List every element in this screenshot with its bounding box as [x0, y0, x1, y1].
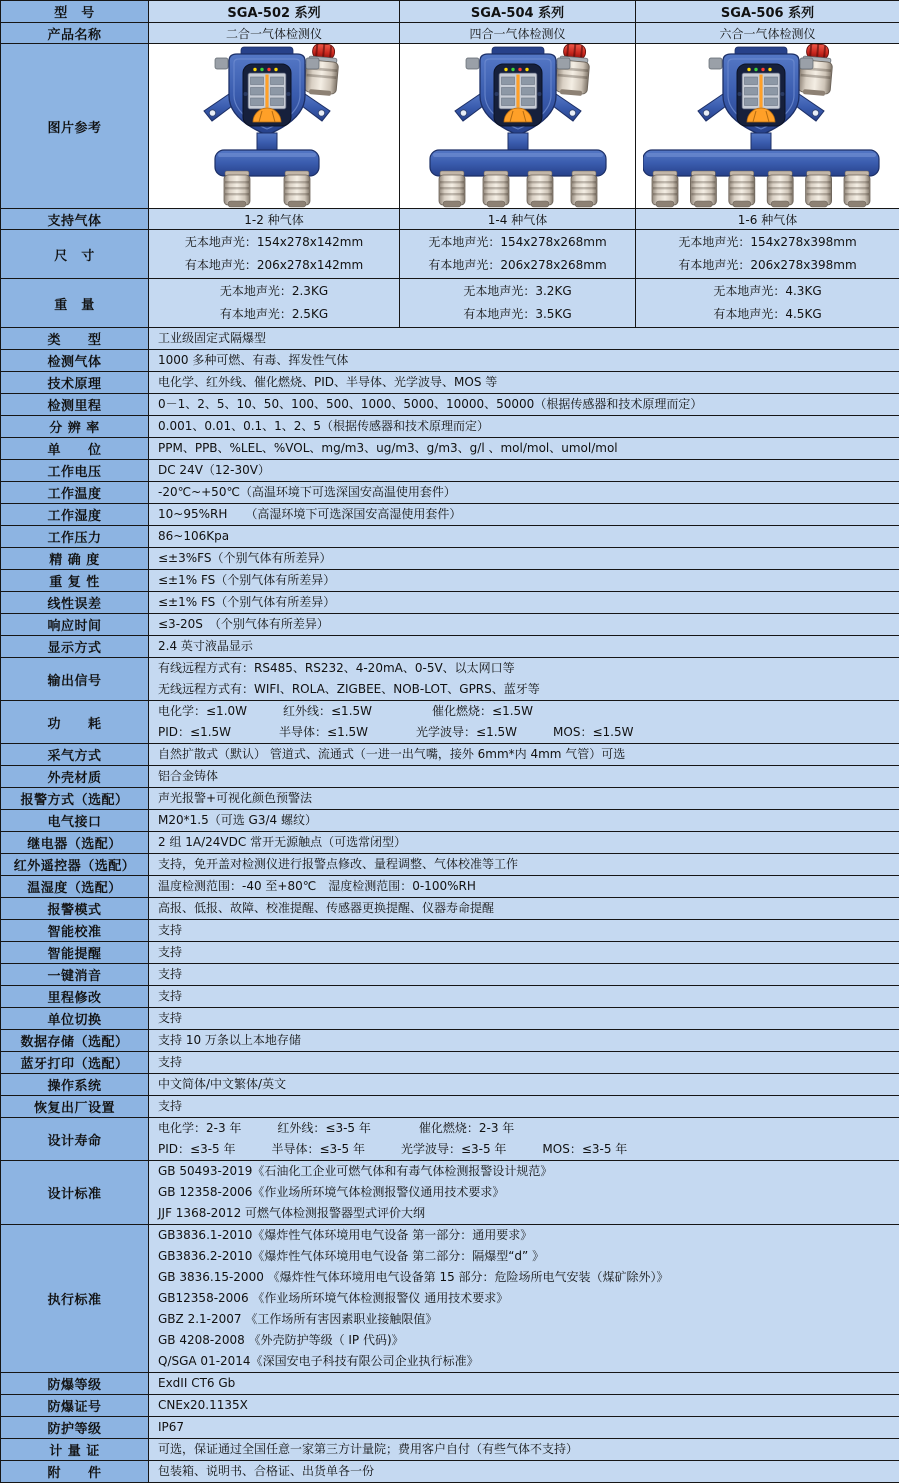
spec-line: GB12358-2006 《作业场所环境气体检测报警仪 通用技术要求》 — [158, 1288, 899, 1309]
row-label: 防爆等级 — [1, 1373, 149, 1395]
spec-line: ≤3-20S （个别气体有所差异） — [158, 614, 899, 635]
spec-row-12 — [1, 460, 899, 482]
spec-row-23 — [1, 744, 899, 766]
spec-row-2 — [1, 44, 899, 209]
spec-line: JJF 1368-2012 可燃气体检测报警器型式评价大纲 — [158, 1203, 899, 1224]
spec-value — [149, 1074, 899, 1096]
row-label: 分 辨 率 — [1, 416, 149, 438]
spec-value — [149, 986, 899, 1008]
sensor-cylinder — [483, 171, 509, 207]
spec-value — [149, 636, 899, 658]
sga-504-detector-image — [400, 44, 636, 209]
spec-line: PID：≤3-5 年 半导体：≤3-5 年 光学波导：≤3-5 年 MOS：≤3-5 年 — [158, 1139, 899, 1160]
spec-row-39 — [1, 1096, 899, 1118]
row-label: 附 件 — [1, 1461, 149, 1483]
spec-value — [149, 394, 899, 416]
sensor-cylinder — [571, 171, 597, 207]
cell-line: 无本地声光：2.3KG — [150, 280, 398, 303]
spec-row-29 — [1, 876, 899, 898]
model-name: SGA-502 系列 — [149, 1, 400, 23]
cell-line: 有本地声光：4.5KG — [637, 303, 898, 326]
spec-value — [149, 1417, 899, 1439]
gas-detector-illustration — [643, 44, 893, 208]
spec-value — [149, 1052, 899, 1074]
spec-line: 支持 — [158, 986, 899, 1007]
spec-row-30 — [1, 898, 899, 920]
spec-row-0 — [1, 1, 899, 23]
spec-row-31 — [1, 920, 899, 942]
row-label: 报警模式 — [1, 898, 149, 920]
spec-line: 0－1、2、5、10、50、100、500、1000、5000、10000、50000（根据传感器和技术原理而定） — [158, 394, 899, 415]
spec-value — [149, 701, 899, 744]
row-label: 单位切换 — [1, 1008, 149, 1030]
spec-line: 高报、低报、故障、校准提醒、传感器更换提醒、仪器寿命提醒 — [158, 898, 899, 919]
spec-line: 有线远程方式有：RS485、RS232、4-20mA、0-5V、以太网口等 — [158, 658, 899, 679]
spec-value — [149, 942, 899, 964]
spec-line: PPM、PPB、%LEL、%VOL、mg/m3、ug/m3、g/m3、g/l 、mol/mol、umol/mol — [158, 438, 899, 459]
spec-line: 2 组 1A/24VDC 常开无源触点（可选常闭型） — [158, 832, 899, 853]
row-label: 尺 寸 — [1, 230, 149, 279]
spec-value — [149, 438, 899, 460]
row-label: 执行标准 — [1, 1225, 149, 1373]
spec-value — [149, 810, 899, 832]
row-label: 计 量 证 — [1, 1439, 149, 1461]
spec-value — [149, 350, 899, 372]
spec-value — [149, 788, 899, 810]
spec-value — [149, 898, 899, 920]
spec-value — [149, 1161, 899, 1225]
row-label: 检测气体 — [1, 350, 149, 372]
spec-line: 可选，保证通过全国任意一家第三方计量院；费用客户自付（有些气体不支持） — [158, 1439, 899, 1460]
cell-line: 无本地声光：154x278x142mm — [150, 231, 398, 254]
spec-line: 中文简体/中文繁体/英文 — [158, 1074, 899, 1095]
sga-506-detector-image — [636, 44, 899, 209]
cell-value — [636, 230, 899, 279]
spec-value — [149, 570, 899, 592]
row-label: 智能提醒 — [1, 942, 149, 964]
cell-line: 有本地声光：206x278x398mm — [637, 254, 898, 277]
row-label: 功 耗 — [1, 701, 149, 744]
spec-row-46 — [1, 1439, 899, 1461]
spec-value — [149, 744, 899, 766]
row-label: 一键消音 — [1, 964, 149, 986]
row-label: 重 复 性 — [1, 570, 149, 592]
spec-row-3 — [1, 209, 899, 230]
spec-row-35 — [1, 1008, 899, 1030]
spec-row-8 — [1, 372, 899, 394]
row-label: 设计寿命 — [1, 1118, 149, 1161]
spec-line: 支持 — [158, 1008, 899, 1029]
row-label: 产品名称 — [1, 23, 149, 44]
spec-line: ≤±1% FS（个别气体有所差异） — [158, 592, 899, 613]
cell-value — [149, 230, 400, 279]
gas-detector-illustration — [400, 44, 636, 208]
spec-row-10 — [1, 416, 899, 438]
spec-line: 1000 多种可燃、有毒、挥发性气体 — [158, 350, 899, 371]
spec-row-36 — [1, 1030, 899, 1052]
spec-row-16 — [1, 548, 899, 570]
detector-screen — [737, 64, 785, 126]
spec-line: GB 3836.15-2000 《爆炸性气体环境用电气设备第 15 部分：危险场所电气安装（煤矿除外）》 — [158, 1267, 899, 1288]
spec-value — [149, 1008, 899, 1030]
spec-row-28 — [1, 854, 899, 876]
cell-value — [400, 230, 636, 279]
cell-value: 六合一气体检测仪 — [636, 23, 899, 44]
cell-value: 1-4 种气体 — [400, 209, 636, 230]
row-label: 线性误差 — [1, 592, 149, 614]
spec-line: 电化学：≤1.0W 红外线：≤1.5W 催化燃烧：≤1.5W — [158, 701, 899, 722]
row-label: 设计标准 — [1, 1161, 149, 1225]
row-label: 蓝牙打印（选配） — [1, 1052, 149, 1074]
spec-value — [149, 504, 899, 526]
cell-value: 1-6 种气体 — [636, 209, 899, 230]
model-name: SGA-504 系列 — [400, 1, 636, 23]
cell-line: 无本地声光：4.3KG — [637, 280, 898, 303]
spec-line: 支持 — [158, 1096, 899, 1117]
cell-line: 有本地声光：206x278x268mm — [401, 254, 634, 277]
spec-row-7 — [1, 350, 899, 372]
row-label: 检测里程 — [1, 394, 149, 416]
spec-row-25 — [1, 788, 899, 810]
gas-detector-illustration — [149, 44, 399, 208]
spec-row-11 — [1, 438, 899, 460]
spec-row-38 — [1, 1074, 899, 1096]
row-label: 重 量 — [1, 279, 149, 328]
spec-line: GB3836.1-2010《爆炸性气体环境用电气设备 第一部分：通用要求》 — [158, 1225, 899, 1246]
spec-line: 声光报警+可视化颜色预警法 — [158, 788, 899, 809]
spec-row-40 — [1, 1118, 899, 1161]
spec-row-20 — [1, 636, 899, 658]
spec-value — [149, 1373, 899, 1395]
spec-line: ≤±3%FS（个别气体有所差异） — [158, 548, 899, 569]
spec-line: GBZ 2.1-2007 《工作场所有害因素职业接触限值》 — [158, 1309, 899, 1330]
row-label: 技术原理 — [1, 372, 149, 394]
spec-value — [149, 460, 899, 482]
sensor-cylinder — [767, 171, 793, 207]
spec-line: 支持 10 万条以上本地存储 — [158, 1030, 899, 1051]
row-label: 响应时间 — [1, 614, 149, 636]
spec-line: 支持 — [158, 920, 899, 941]
spec-row-43 — [1, 1373, 899, 1395]
spec-line: M20*1.5（可选 G3/4 螺纹） — [158, 810, 899, 831]
spec-row-27 — [1, 832, 899, 854]
sga-502-detector-image — [149, 44, 400, 209]
spec-line: 支持 — [158, 942, 899, 963]
spec-value — [149, 526, 899, 548]
row-label: 红外遥控器（选配） — [1, 854, 149, 876]
spec-row-13 — [1, 482, 899, 504]
row-label: 恢复出厂设置 — [1, 1096, 149, 1118]
spec-line: CNEx20.1135X — [158, 1395, 899, 1416]
row-label: 支持气体 — [1, 209, 149, 230]
spec-line: 工业级固定式隔爆型 — [158, 328, 899, 349]
spec-row-24 — [1, 766, 899, 788]
spec-row-21 — [1, 658, 899, 701]
row-label: 工作压力 — [1, 526, 149, 548]
spec-row-41 — [1, 1161, 899, 1225]
spec-line: PID：≤1.5W 半导体：≤1.5W 光学波导：≤1.5W MOS：≤1.5W — [158, 722, 899, 743]
spec-line: 支持，免开盖对检测仪进行报警点修改、量程调整、气体校准等工作 — [158, 854, 899, 875]
row-label: 电气接口 — [1, 810, 149, 832]
spec-line: 支持 — [158, 1052, 899, 1073]
spec-row-26 — [1, 810, 899, 832]
spec-line: 0.001、0.01、0.1、1、2、5（根据传感器和技术原理而定） — [158, 416, 899, 437]
spec-row-19 — [1, 614, 899, 636]
spec-line: 支持 — [158, 964, 899, 985]
row-label: 显示方式 — [1, 636, 149, 658]
spec-row-18 — [1, 592, 899, 614]
model-name: SGA-506 系列 — [636, 1, 899, 23]
spec-value — [149, 548, 899, 570]
spec-row-14 — [1, 504, 899, 526]
spec-row-32 — [1, 942, 899, 964]
spec-row-17 — [1, 570, 899, 592]
row-label: 继电器（选配） — [1, 832, 149, 854]
spec-line: IP67 — [158, 1417, 899, 1438]
cell-line: 无本地声光：3.2KG — [401, 280, 634, 303]
sensor-cylinder — [805, 171, 831, 207]
spec-value — [149, 1096, 899, 1118]
spec-line: ≤±1% FS（个别气体有所差异） — [158, 570, 899, 591]
spec-line: 铝合金铸体 — [158, 766, 899, 787]
spec-row-1 — [1, 23, 899, 44]
spec-row-45 — [1, 1417, 899, 1439]
spec-row-37 — [1, 1052, 899, 1074]
sensor-cylinder — [439, 171, 465, 207]
spec-line: Q/SGA 01-2014《深国安电子科技有限公司企业执行标准》 — [158, 1351, 899, 1372]
spec-line: GB 50493-2019《石油化工企业可燃气体和有毒气体检测报警设计规范》 — [158, 1161, 899, 1182]
cell-value: 二合一气体检测仪 — [149, 23, 400, 44]
spec-line: -20℃~+50℃（高温环境下可选深国安高温使用套件） — [158, 482, 899, 503]
spec-value — [149, 832, 899, 854]
spec-line: GB 12358-2006《作业场所环境气体检测报警仪通用技术要求》 — [158, 1182, 899, 1203]
sensor-cylinder — [527, 171, 553, 207]
spec-value — [149, 372, 899, 394]
cell-line: 有本地声光：2.5KG — [150, 303, 398, 326]
spec-value — [149, 592, 899, 614]
sensor-cylinder — [652, 171, 678, 207]
row-label: 数据存储（选配） — [1, 1030, 149, 1052]
row-label: 类 型 — [1, 328, 149, 350]
spec-row-15 — [1, 526, 899, 548]
cell-value: 四合一气体检测仪 — [400, 23, 636, 44]
spec-value — [149, 416, 899, 438]
spec-value — [149, 658, 899, 701]
spec-value — [149, 1225, 899, 1373]
spec-line: 包装箱、说明书、合格证、出货单各一份 — [158, 1461, 899, 1482]
spec-value — [149, 1118, 899, 1161]
sensor-cylinder — [690, 171, 716, 207]
spec-row-42 — [1, 1225, 899, 1373]
spec-line: 86~106Kpa — [158, 526, 899, 547]
spec-row-22 — [1, 701, 899, 744]
spec-line: 电化学、红外线、催化燃烧、PID、半导体、光学波导、MOS 等 — [158, 372, 899, 393]
cell-value — [400, 279, 636, 328]
row-label: 输出信号 — [1, 658, 149, 701]
spec-value — [149, 1461, 899, 1483]
row-label: 工作湿度 — [1, 504, 149, 526]
row-label: 采气方式 — [1, 744, 149, 766]
spec-line: ExdII CT6 Gb — [158, 1373, 899, 1394]
sensor-cylinder — [728, 171, 754, 207]
spec-row-44 — [1, 1395, 899, 1417]
row-label: 报警方式（选配） — [1, 788, 149, 810]
spec-row-4 — [1, 230, 899, 279]
spec-row-34 — [1, 986, 899, 1008]
row-label: 型 号 — [1, 1, 149, 23]
spec-row-47 — [1, 1461, 899, 1483]
row-label: 精 确 度 — [1, 548, 149, 570]
row-label: 工作电压 — [1, 460, 149, 482]
row-label: 智能校准 — [1, 920, 149, 942]
spec-line: DC 24V（12-30V） — [158, 460, 899, 481]
spec-line: GB 4208-2008 《外壳防护等级（ IP 代码)》 — [158, 1330, 899, 1351]
spec-line: 自然扩散式（默认） 管道式、流通式（一进一出气嘴，接外 6mm*内 4mm 气管）可选 — [158, 744, 899, 765]
cell-line: 有本地声光：3.5KG — [401, 303, 634, 326]
spec-value — [149, 1439, 899, 1461]
spec-value — [149, 920, 899, 942]
spec-value — [149, 854, 899, 876]
spec-value — [149, 766, 899, 788]
row-label: 防爆证号 — [1, 1395, 149, 1417]
spec-row-5 — [1, 279, 899, 328]
spec-line: 温度检测范围：-40 至+80℃ 湿度检测范围：0-100%RH — [158, 876, 899, 897]
spec-line: GB3836.2-2010《爆炸性气体环境用电气设备 第二部分：隔爆型“d” 》 — [158, 1246, 899, 1267]
sensor-cylinder — [224, 171, 250, 207]
detector-screen — [494, 64, 542, 126]
spec-line: 2.4 英寸液晶显示 — [158, 636, 899, 657]
spec-table-body — [1, 1, 899, 1483]
row-label: 温湿度（选配） — [1, 876, 149, 898]
cell-line: 无本地声光：154x278x398mm — [637, 231, 898, 254]
spec-value — [149, 614, 899, 636]
spec-row-33 — [1, 964, 899, 986]
detector-screen — [243, 64, 291, 126]
spec-value — [149, 1030, 899, 1052]
cell-line: 有本地声光：206x278x142mm — [150, 254, 398, 277]
spec-value — [149, 876, 899, 898]
spec-line: 无线远程方式有：WIFI、ROLA、ZIGBEE、NOB-LOT、GPRS、蓝牙等 — [158, 679, 899, 700]
sensor-cylinder — [844, 171, 870, 207]
row-label: 操作系统 — [1, 1074, 149, 1096]
row-label: 外壳材质 — [1, 766, 149, 788]
spec-row-6 — [1, 328, 899, 350]
row-label: 图片参考 — [1, 44, 149, 209]
spec-value — [149, 482, 899, 504]
cell-value — [636, 279, 899, 328]
sensor-cylinder — [284, 171, 310, 207]
row-label: 里程修改 — [1, 986, 149, 1008]
spec-value — [149, 1395, 899, 1417]
cell-value: 1-2 种气体 — [149, 209, 400, 230]
spec-value — [149, 964, 899, 986]
spec-line: 10~95%RH （高湿环境下可选深国安高湿使用套件） — [158, 504, 899, 525]
cell-line: 无本地声光：154x278x268mm — [401, 231, 634, 254]
spec-value — [149, 328, 899, 350]
spec-line: 电化学：2-3 年 红外线：≤3-5 年 催化燃烧：2-3 年 — [158, 1118, 899, 1139]
row-label: 工作温度 — [1, 482, 149, 504]
spec-row-9 — [1, 394, 899, 416]
sensor-manifold — [643, 150, 879, 176]
row-label: 防护等级 — [1, 1417, 149, 1439]
cell-value — [149, 279, 400, 328]
row-label: 单 位 — [1, 438, 149, 460]
